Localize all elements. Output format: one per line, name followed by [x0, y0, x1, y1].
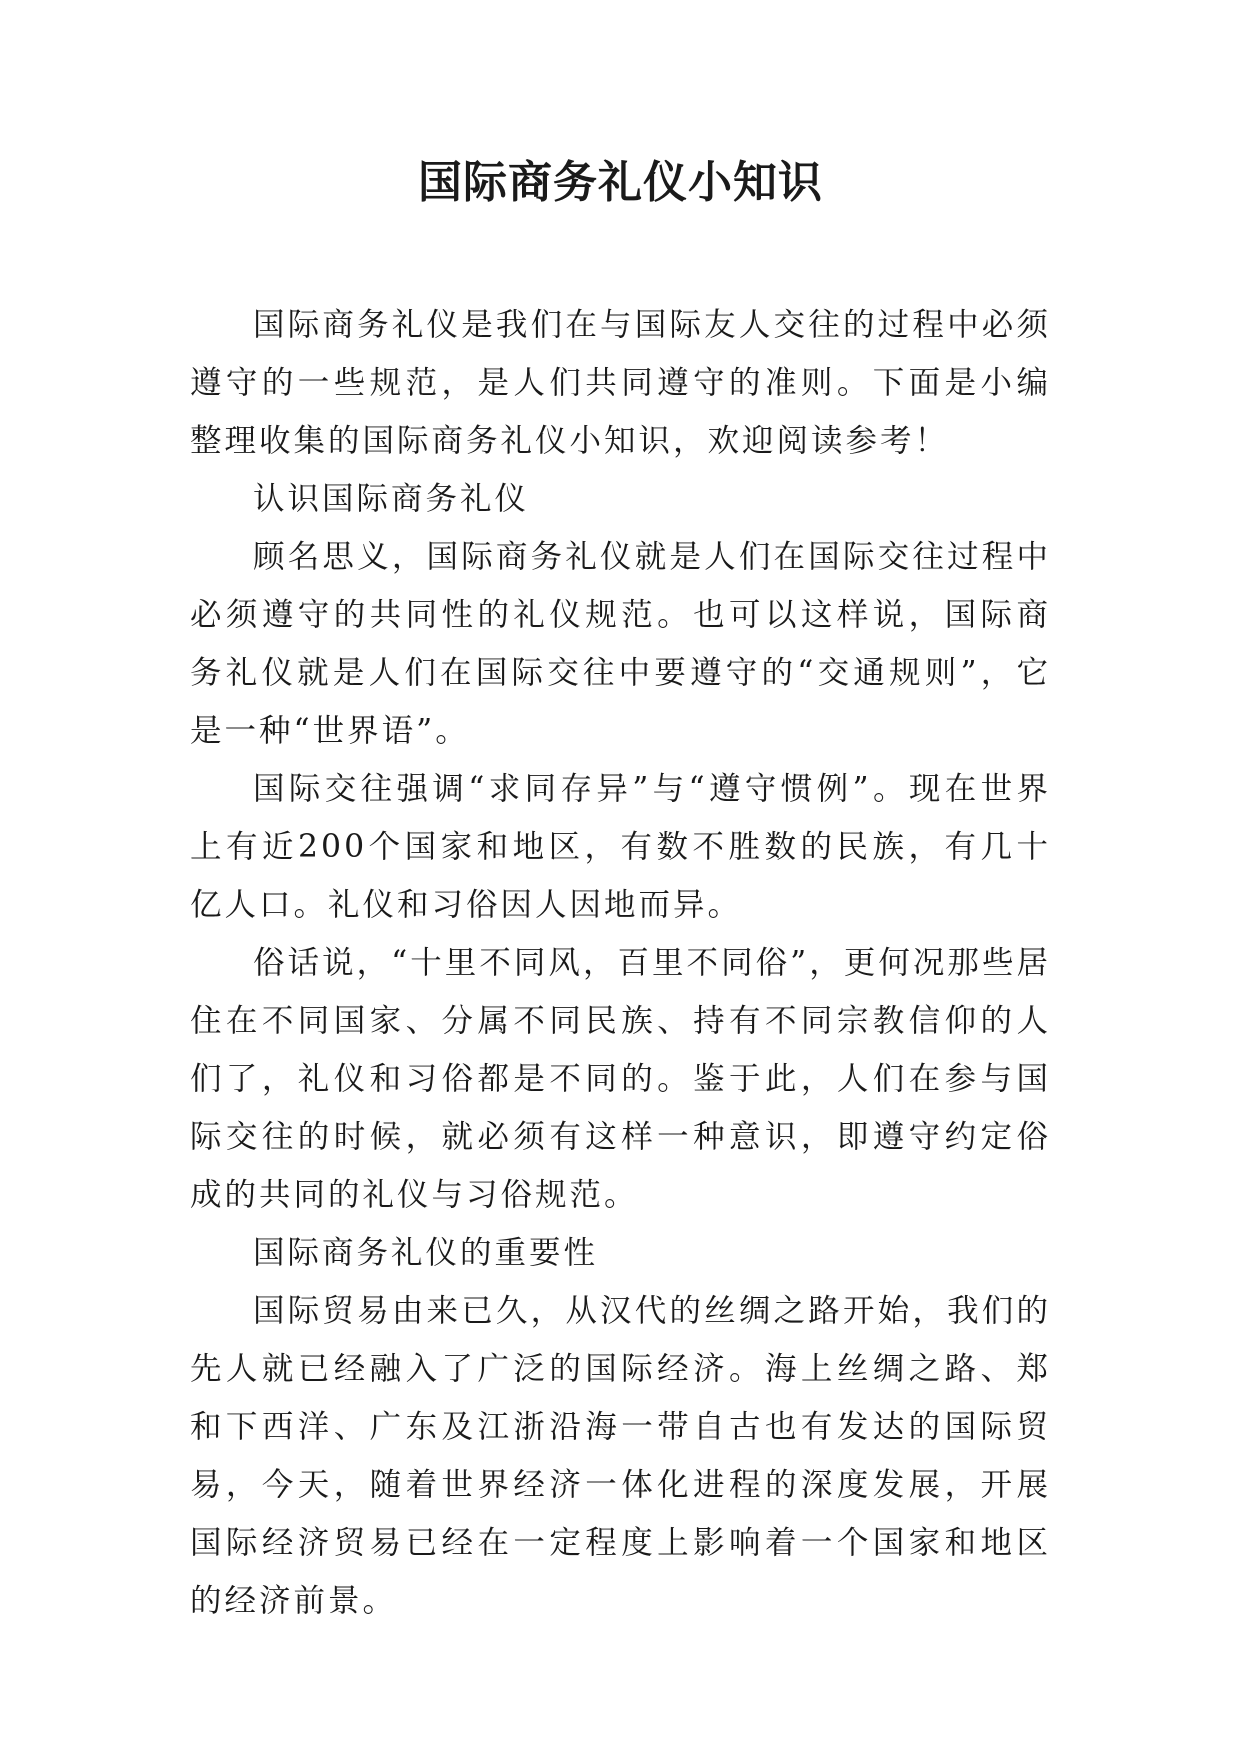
- section-heading-understanding: 认识国际商务礼仪: [253, 481, 530, 517]
- body-paragraph: 国际交往强调“求同存异”与“遵守惯例”。现在世界上有近200个国家和地区，有数不胜数的民族，有几十亿人口。礼仪和习俗因人因地而异。: [190, 771, 1051, 923]
- intro-paragraph: 国际商务礼仪是我们在与国际友人交往的过程中必须遵守的一些规范，是人们共同遵守的准则。下面是小编整理收集的国际商务礼仪小知识，欢迎阅读参考！: [190, 307, 1051, 459]
- document-title: 国际商务礼仪小知识: [418, 157, 823, 208]
- body-paragraph: 国际贸易由来已久，从汉代的丝绸之路开始，我们的先人就已经融入了广泛的国际经济。海上丝绸之路、郑和下西洋、广东及江浙沿海一带自古也有发达的国际贸易，今天，随着世界经济一体化进程的深度发展，开展国际经济贸易已经在一定程度上影响着一个国家和地区的经济前景。: [190, 1293, 1051, 1619]
- document-body: [190, 296, 1051, 1630]
- section-heading-importance: 国际商务礼仪的重要性: [253, 1235, 599, 1271]
- body-paragraph: 俗话说，“十里不同风，百里不同俗”，更何况那些居住在不同国家、分属不同民族、持有不同宗教信仰的人们了，礼仪和习俗都是不同的。鉴于此，人们在参与国际交往的时候，就必须有这样一种意识，即遵守约定俗成的共同的礼仪与习俗规范。: [190, 945, 1051, 1213]
- body-paragraph: 顾名思义，国际商务礼仪就是人们在国际交往过程中必须遵守的共同性的礼仪规范。也可以这样说，国际商务礼仪就是人们在国际交往中要遵守的“交通规则”，它是一种“世界语”。: [190, 539, 1051, 749]
